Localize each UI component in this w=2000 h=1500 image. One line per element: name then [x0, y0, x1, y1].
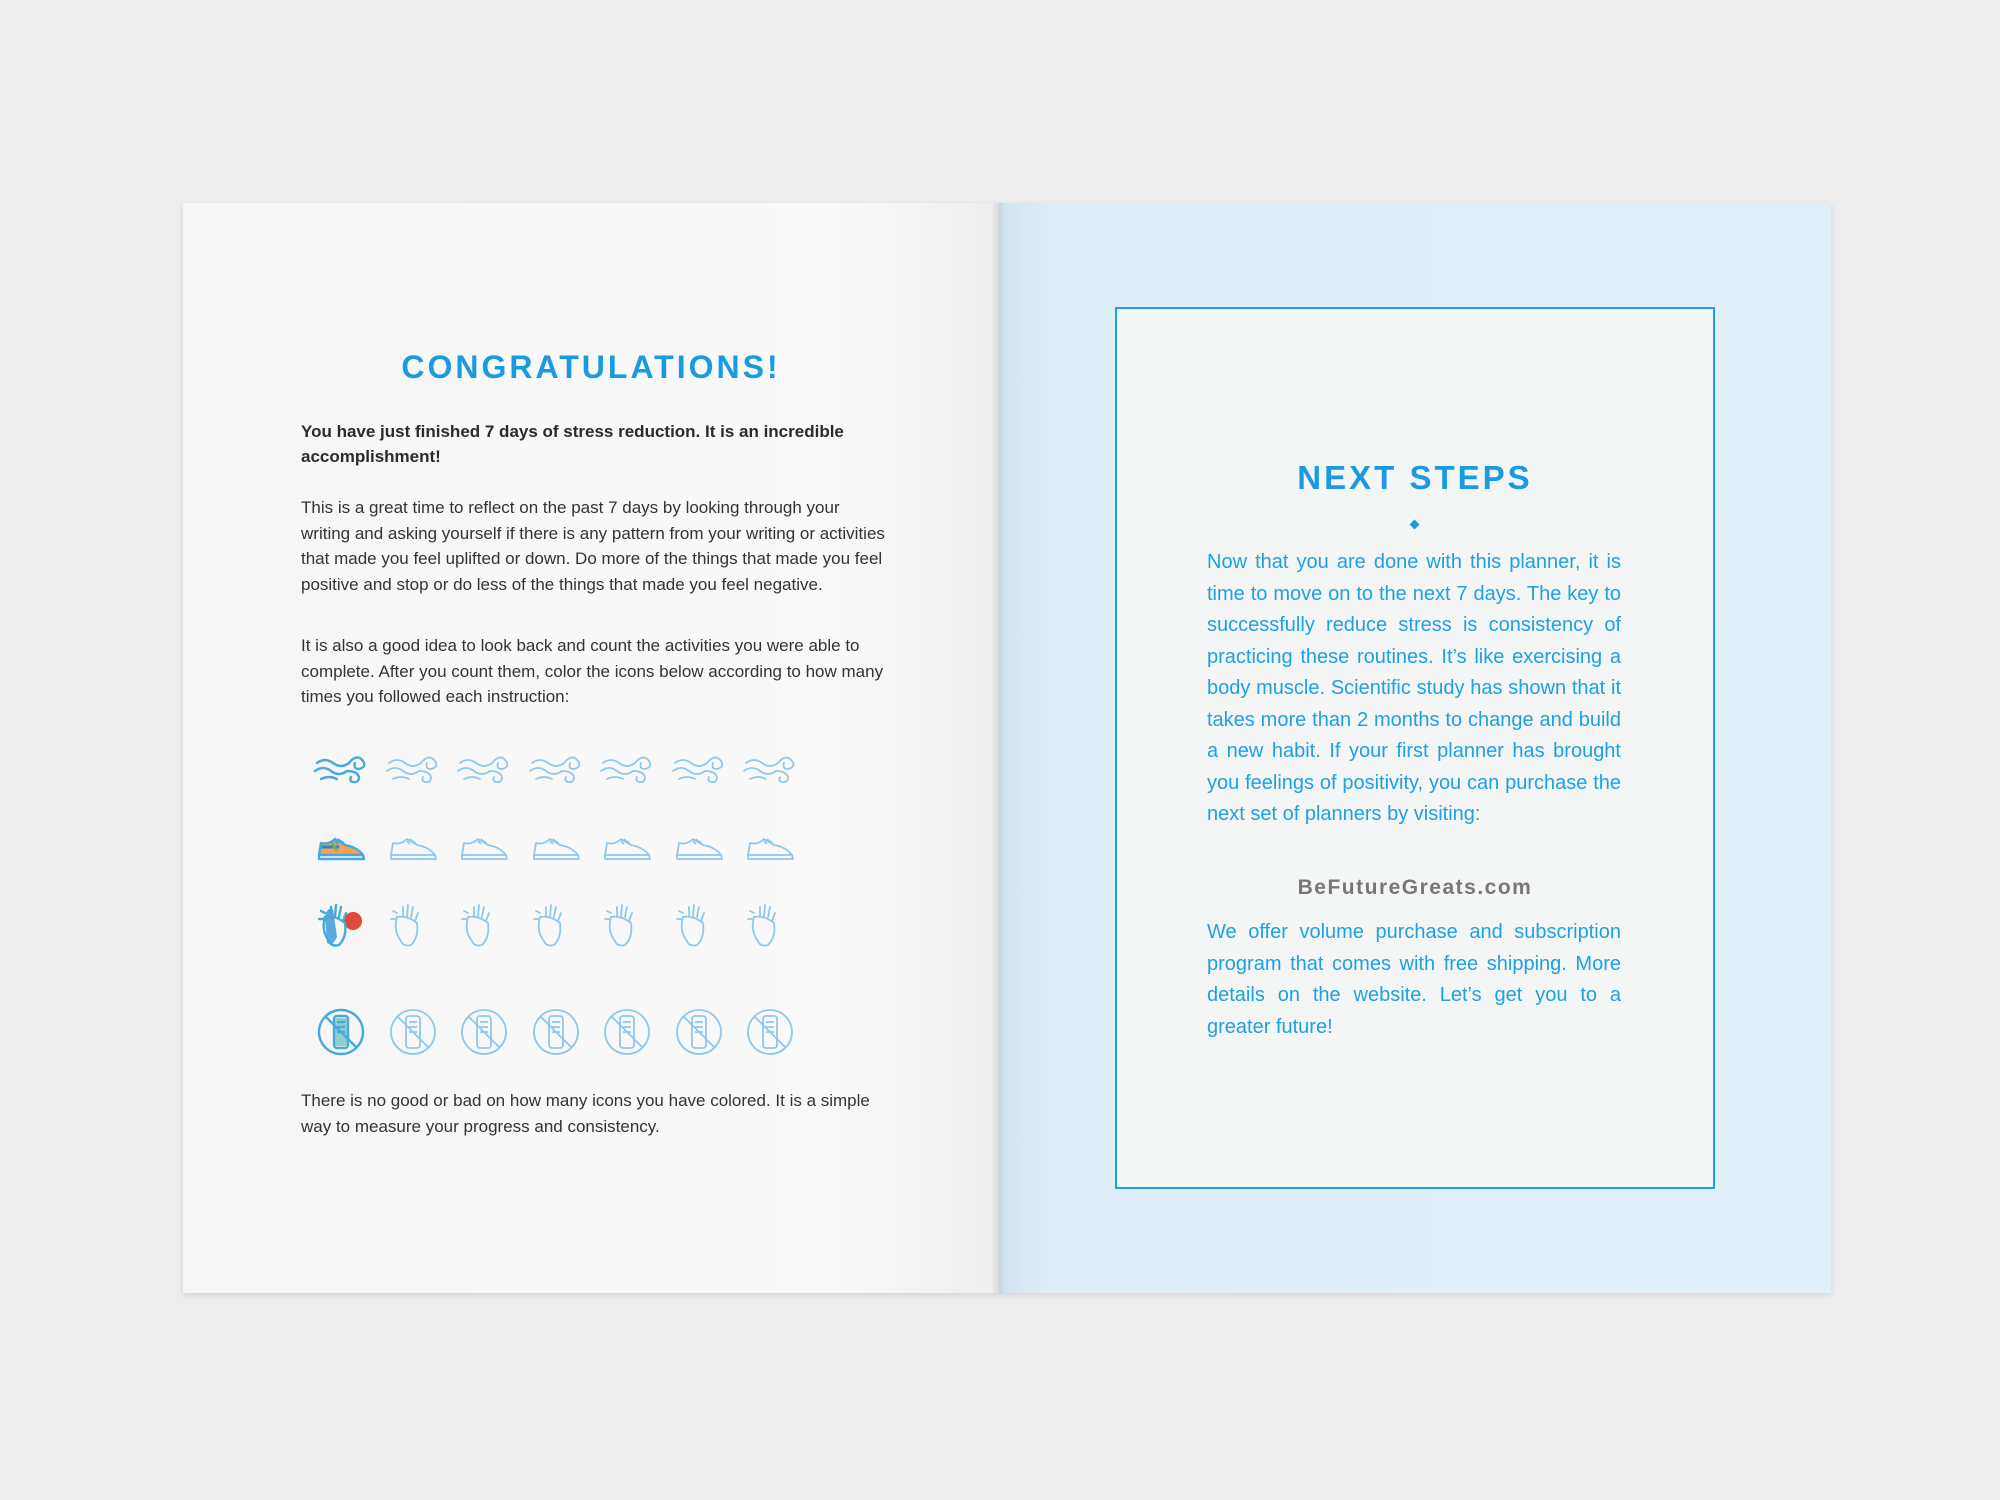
- stop-hand-icon-outline: [526, 897, 586, 957]
- no-phone-icon-outline: [597, 1002, 657, 1062]
- next-steps-offer: We offer volume purchase and subscription program that comes with free shipping. More details on the website. Let’s get you to a greater future!: [1207, 921, 1621, 1038]
- wind-icon-outline: [597, 737, 657, 797]
- page-gutter: [991, 203, 1005, 1293]
- congratulations-title: CONGRATULATIONS!: [401, 349, 781, 385]
- website-link[interactable]: BeFutureGreats.com: [1297, 876, 1533, 899]
- sneaker-icon-outline: [454, 817, 514, 877]
- booklet-spread: [183, 203, 1831, 1293]
- stop-hand-icon-outline: [597, 897, 657, 957]
- no-phone-icon-outline: [383, 1002, 443, 1062]
- no-phone-icon-outline: [526, 1002, 586, 1062]
- stop-row: [311, 897, 831, 967]
- diamond-divider-icon: [1410, 520, 1420, 530]
- no-phone-icon-outline: [454, 1002, 514, 1062]
- walking-row: [311, 817, 831, 887]
- next-steps-body: Now that you are done with this planner, it is time to move on to the next 7 days. The key to successfully reduce stress is consistency of practicing these routines. It’s like exercising a body muscle. Scientific study has shown that it takes more than 2 months to change and build a new habit. If your first planner has brought you feelings of positivity, you can purchase the next set of planners by visiting:: [1207, 551, 1621, 825]
- wind-icon-colored: [311, 737, 371, 797]
- no-phone-row: [311, 1002, 831, 1072]
- next-steps-title: NEXT STEPS: [1297, 459, 1533, 496]
- stop-hand-icon-outline: [454, 897, 514, 957]
- sneaker-icon-outline: [669, 817, 729, 877]
- wind-icon-outline: [740, 737, 800, 797]
- sneaker-icon-outline: [383, 817, 443, 877]
- no-phone-icon-outline: [669, 1002, 729, 1062]
- closing-paragraph: There is no good or bad on how many icons you have colored. It is a simple way to measure your progress and consistency.: [301, 1091, 870, 1136]
- counting-paragraph: It is also a good idea to look back and count the activities you were able to complete. After you count them, color the icons below according to how many times you followed each instruction:: [301, 636, 884, 706]
- breathing-row: [311, 737, 831, 807]
- wind-icon-outline: [383, 737, 443, 797]
- stop-hand-icon-outline: [669, 897, 729, 957]
- intro-lead: You have just finished 7 days of stress reduction. It is an incredible accomplishment!: [301, 422, 844, 466]
- sneaker-icon-outline: [526, 817, 586, 877]
- stop-hand-icon-outline: [740, 897, 800, 957]
- wind-icon-outline: [526, 737, 586, 797]
- next-steps-panel: [1115, 307, 1715, 1189]
- stop-hand-icon-outline: [383, 897, 443, 957]
- sneaker-icon-outline: [740, 817, 800, 877]
- left-page: [183, 203, 999, 1293]
- no-phone-icon-colored: [311, 1002, 371, 1062]
- no-phone-icon-outline: [740, 1002, 800, 1062]
- wind-icon-outline: [454, 737, 514, 797]
- reflection-paragraph: This is a great time to reflect on the past 7 days by looking through your writing and asking yourself if there is any pattern from your writing or activities that made you feel uplifted or down. Do more of the things that made you feel positive and stop or do less of the things that made you feel negative.: [301, 498, 885, 594]
- sneaker-icon-colored: [311, 817, 371, 877]
- wind-icon-outline: [669, 737, 729, 797]
- sneaker-icon-outline: [597, 817, 657, 877]
- stop-hand-icon-colored: [311, 897, 371, 957]
